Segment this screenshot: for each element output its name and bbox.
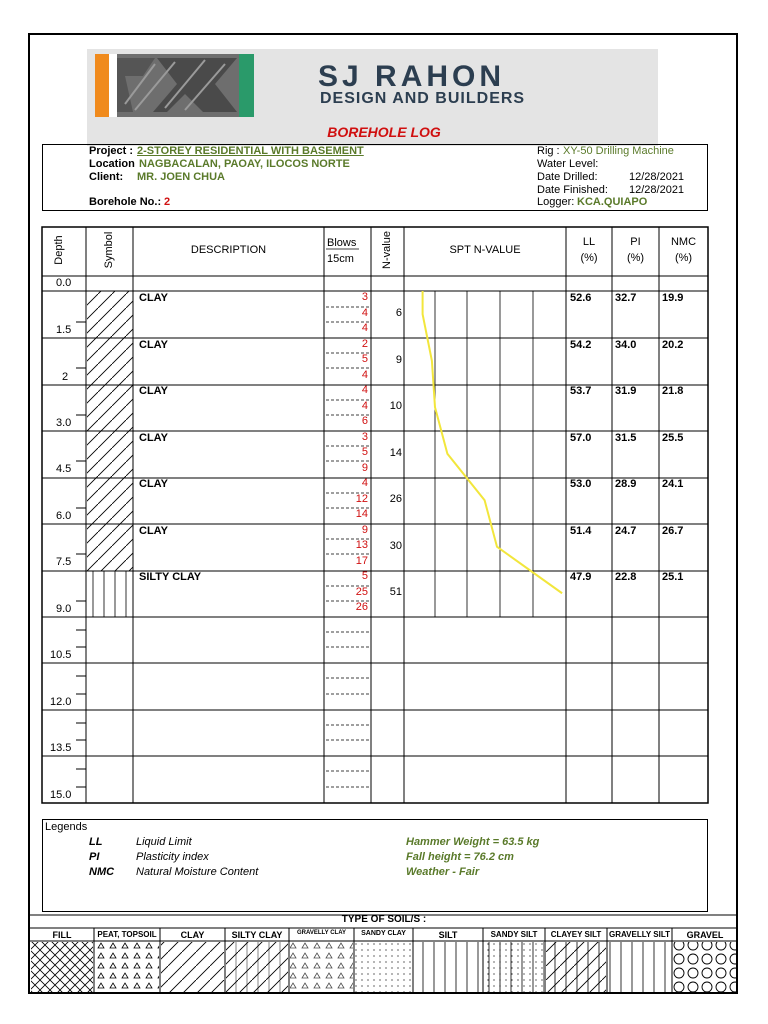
blow-count: 9 (361, 461, 368, 474)
nmc-value: 24.1 (662, 478, 684, 490)
blow-count: 6 (361, 415, 368, 427)
spt-header: SPT N-VALUE (449, 244, 521, 256)
date-finished-label: Date Finished: (537, 184, 608, 196)
date-drilled-label: Date Drilled: (537, 171, 598, 183)
n-value: 9 (395, 353, 402, 366)
client-label: Client: (89, 171, 124, 183)
legends-title: Legends (45, 821, 88, 833)
legend-text: Plasticity index (136, 851, 209, 863)
blow-count: 4 (361, 322, 368, 334)
blow-count: 14 (355, 508, 368, 520)
nmc-value: 20.2 (662, 338, 684, 351)
soil-type-label: SANDY CLAY (361, 930, 406, 937)
blow-count: 4 (361, 399, 368, 412)
pi-value: 24.7 (615, 524, 637, 537)
pi-value: 22.8 (615, 571, 637, 583)
depth-label: 7.5 (56, 556, 72, 568)
soil-type-label: GRAVELLY CLAY (296, 930, 346, 936)
blow-count: 4 (361, 384, 368, 396)
layer-description: SILTY CLAY (139, 571, 202, 583)
project-value: 2-STOREY RESIDENTIAL WITH BASEMENT (137, 145, 364, 157)
ll-value: 53.0 (570, 478, 592, 490)
blow-count: 3 (361, 291, 368, 303)
soil-types-title: TYPE OF SOIL/S : (341, 914, 427, 925)
n-value: 26 (389, 493, 402, 505)
rig-label: Rig : (537, 145, 560, 157)
company-subtitle: DESIGN AND BUILDERS (320, 90, 526, 107)
blow-count: 5 (361, 570, 368, 582)
pi-value: 34.0 (615, 338, 637, 351)
depth-label: 12.0 (50, 696, 72, 708)
depth-label: 2 (62, 371, 69, 383)
fall-height-note: Fall height = 76.2 cm (406, 851, 514, 863)
logger-value: KCA.QUIAPO (577, 196, 648, 208)
date-finished-value: 12/28/2021 (629, 184, 685, 196)
pi-unit: (%) (626, 252, 645, 264)
soil-type-label: GRAVEL (686, 930, 724, 940)
weather-note: Weather - Fair (406, 866, 480, 878)
soil-type-label: FILL (52, 930, 72, 940)
rig-value: XY-50 Drilling Machine (563, 145, 674, 157)
location-value: NAGBACALAN, PAOAY, ILOCOS NORTE (139, 158, 350, 170)
legend-text: Liquid Limit (136, 836, 192, 848)
depth-label: 4.5 (56, 463, 72, 475)
borehole-value: 2 (164, 196, 171, 208)
depth-label: 10.5 (50, 649, 72, 661)
company-name: SJ RAHON (318, 60, 506, 93)
soil-type-label: GRAVELLY SILT (608, 930, 671, 939)
blow-count: 5 (361, 353, 368, 365)
soil-type-label: SILTY CLAY (231, 930, 283, 940)
blow-count: 4 (361, 306, 368, 319)
depth-label: 13.5 (50, 742, 72, 754)
nmc-value: 25.5 (662, 431, 684, 444)
soil-type-label: PEAT, TOPSOIL (97, 930, 157, 939)
blow-count: 5 (361, 446, 368, 458)
depth-label: 15.0 (50, 789, 72, 801)
ll-value: 57.0 (570, 431, 592, 444)
pi-value: 32.7 (615, 292, 637, 304)
layer-description: CLAY (139, 478, 168, 490)
nmc-unit: (%) (674, 252, 693, 264)
ll-value: 53.7 (570, 385, 592, 397)
legend-abbr: PI (89, 851, 100, 863)
blow-count: 25 (355, 585, 368, 598)
blow-count: 26 (355, 601, 368, 613)
depth-label: 9.0 (56, 603, 72, 615)
pi-value: 31.5 (615, 431, 637, 444)
nmc-header: NMC (670, 236, 697, 248)
pi-value: 28.9 (615, 478, 637, 490)
logger-label: Logger: (537, 196, 575, 208)
n-value: 10 (389, 400, 402, 412)
symbol-header: Symbol (103, 231, 115, 269)
n-value: 30 (389, 539, 402, 552)
layer-description: CLAY (139, 431, 168, 444)
hammer-weight-note: Hammer Weight = 63.5 kg (406, 836, 540, 848)
nmc-value: 26.7 (662, 524, 684, 537)
depth-label: 3.0 (56, 417, 72, 429)
soil-type-label: CLAYEY SILT (550, 930, 602, 939)
water-level-label: Water Level: (537, 158, 599, 170)
pi-value: 31.9 (615, 385, 637, 397)
layer-description: CLAY (139, 385, 168, 397)
layer-description: CLAY (139, 524, 168, 537)
n-value-header: N-value (381, 231, 393, 269)
blow-count: 17 (355, 554, 368, 567)
description-header: DESCRIPTION (190, 244, 267, 256)
pi-header: PI (630, 236, 641, 248)
location-label: Location (89, 158, 135, 170)
blow-count: 2 (361, 337, 368, 350)
soil-type-label: CLAY (180, 930, 205, 940)
ll-header: LL (582, 236, 596, 248)
soil-type-label: SILT (438, 930, 458, 940)
legend-abbr: NMC (89, 866, 115, 878)
client-value: MR. JOEN CHUA (137, 171, 226, 183)
project-label: Project : (89, 145, 134, 157)
legend-text: Natural Moisture Content (136, 866, 259, 878)
blow-count: 4 (361, 368, 368, 381)
blow-count: 4 (361, 477, 368, 489)
layer-description: CLAY (139, 338, 168, 351)
blow-count: 9 (361, 523, 368, 536)
ll-value: 52.6 (570, 292, 592, 304)
legend-abbr: LL (89, 836, 103, 848)
ll-value: 51.4 (570, 524, 592, 537)
nmc-value: 25.1 (662, 571, 684, 583)
n-value: 51 (389, 586, 402, 598)
blows-header: Blows (327, 237, 357, 249)
depth-label: 0.0 (56, 277, 72, 289)
soil-type-label: SANDY SILT (490, 930, 538, 939)
n-value: 6 (395, 307, 402, 319)
blow-count: 12 (355, 492, 368, 505)
blow-count: 3 (361, 430, 368, 443)
n-value: 14 (389, 446, 402, 459)
blow-count: 13 (355, 539, 368, 551)
ll-unit: (%) (580, 252, 598, 264)
layer-description: CLAY (139, 292, 168, 304)
blows-unit-header: 15cm (327, 253, 354, 265)
date-drilled-value: 12/28/2021 (629, 171, 685, 183)
nmc-value: 19.9 (662, 292, 684, 304)
nmc-value: 21.8 (662, 385, 684, 397)
ll-value: 47.9 (570, 571, 592, 583)
depth-label: 1.5 (56, 324, 72, 336)
borehole-label: Borehole No.: (89, 196, 162, 208)
depth-header: Depth (53, 235, 65, 265)
depth-label: 6.0 (56, 510, 72, 522)
page-title: BOREHOLE LOG (327, 124, 441, 140)
ll-value: 54.2 (570, 338, 592, 351)
